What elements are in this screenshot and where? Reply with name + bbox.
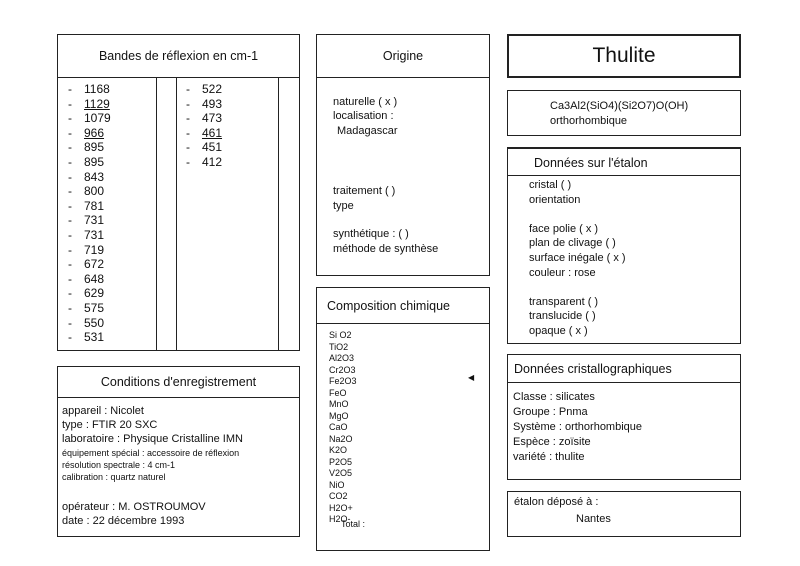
page-title: Thulite xyxy=(592,44,656,67)
band-dash: - xyxy=(68,315,72,330)
band-value: 1129 xyxy=(84,96,110,111)
depot-box xyxy=(507,491,741,537)
depot-lieu: Nantes xyxy=(576,513,611,525)
band-value: 550 xyxy=(84,315,105,330)
etalon-line: couleur : rose xyxy=(529,266,596,279)
band-dash: - xyxy=(68,286,72,301)
band-dash: - xyxy=(68,301,72,315)
composition-panel xyxy=(316,287,490,551)
composition-item: V2O5 xyxy=(329,468,353,478)
title-box xyxy=(507,34,741,78)
band-value: 800 xyxy=(84,184,105,199)
band-value: 451 xyxy=(202,140,223,155)
cond-type: type : FTIR 20 SXC xyxy=(62,419,158,431)
origine-naturelle: naturelle ( x ) xyxy=(333,96,398,108)
composition-item: FeO xyxy=(329,387,347,398)
composition-item: H2O+ xyxy=(329,502,353,513)
band-value: 895 xyxy=(84,140,105,155)
composition-item: P2O5 xyxy=(329,456,353,467)
composition-item: CO2 xyxy=(329,491,348,501)
band-dash: - xyxy=(186,96,190,111)
formula-text: Ca3Al2(SiO4)(Si2O7)O(OH) xyxy=(550,100,689,112)
band-value: 731 xyxy=(84,213,105,228)
band-dash: - xyxy=(186,155,190,169)
composition-item: Fe2O3 xyxy=(329,376,357,386)
band-dash: - xyxy=(68,198,72,213)
cristallo-line: Système : orthorhombique xyxy=(513,421,643,433)
band-dash: - xyxy=(186,140,190,155)
band-value: 719 xyxy=(84,242,105,257)
band-dash: - xyxy=(68,140,72,155)
band-value: 781 xyxy=(84,198,105,213)
band-dash: - xyxy=(68,155,72,169)
etalon-line: surface inégale ( x ) xyxy=(529,252,626,264)
etalon-line: face polie ( x ) xyxy=(529,222,599,235)
etalon-line: opaque ( x ) xyxy=(529,325,588,337)
composition-item: H2O- xyxy=(329,514,351,524)
cristallo-panel xyxy=(507,354,741,480)
band-value: 531 xyxy=(84,330,105,345)
bands-divider-2 xyxy=(176,78,177,350)
cond-date: date : 22 décembre 1993 xyxy=(62,515,185,527)
origine-methode: méthode de synthèse xyxy=(333,243,439,255)
band-dash: - xyxy=(68,271,72,286)
band-value: 672 xyxy=(84,257,105,272)
bands-divider-1 xyxy=(156,78,157,350)
etalon-header: Données sur l'étalon xyxy=(507,148,741,176)
band-dash: - xyxy=(186,82,190,96)
bands-panel xyxy=(57,34,300,351)
conditions-panel xyxy=(57,366,300,537)
band-dash: - xyxy=(68,213,72,228)
bands-divider-3 xyxy=(278,78,279,350)
composition-item: MgO xyxy=(329,410,349,421)
band-value: 629 xyxy=(84,286,105,301)
band-value: 522 xyxy=(202,82,223,96)
etalon-line: orientation xyxy=(529,193,581,206)
band-value: 966 xyxy=(84,125,105,140)
band-value: 731 xyxy=(84,228,105,242)
cond-resolution: résolution spectrale : 4 cm-1 xyxy=(62,460,176,470)
band-dash: - xyxy=(68,184,72,199)
band-value: 648 xyxy=(84,271,105,286)
composition-item: K2O xyxy=(329,445,348,455)
band-dash: - xyxy=(68,228,72,242)
band-value: 895 xyxy=(84,155,105,169)
cond-appareil: appareil : Nicolet xyxy=(62,405,144,417)
band-dash: - xyxy=(68,125,72,140)
depot-label: étalon déposé à : xyxy=(514,496,599,508)
etalon-panel xyxy=(507,147,741,344)
composition-item: Cr2O3 xyxy=(329,364,356,375)
etalon-line: translucide ( ) xyxy=(529,310,596,323)
composition-item: NiO xyxy=(329,479,345,490)
cursor-arrow-icon: ◀ xyxy=(468,373,475,382)
origine-synthetique: synthétique : ( ) xyxy=(333,228,409,240)
band-dash: - xyxy=(68,257,72,272)
origine-traitement: traitement ( ) xyxy=(333,185,396,197)
origine-panel xyxy=(316,34,490,276)
band-dash: - xyxy=(186,111,190,126)
etalon-line: cristal ( ) xyxy=(529,179,572,191)
band-dash: - xyxy=(68,169,72,184)
cristallo-line: variété : thulite xyxy=(513,451,585,463)
cristallo-header: Données cristallographiques xyxy=(508,355,740,383)
cristallo-line: Espèce : zoïsite xyxy=(513,436,591,448)
bands-header: Bandes de réflexion en cm-1 xyxy=(58,35,299,78)
cond-equipement: équipement spécial : accessoire de réflexion xyxy=(62,448,240,458)
cond-operateur: opérateur : M. OSTROUMOV xyxy=(62,501,206,513)
band-dash: - xyxy=(186,125,190,140)
origine-header: Origine xyxy=(317,35,489,78)
band-value: 575 xyxy=(84,301,105,315)
composition-header: Composition chimique xyxy=(317,288,489,324)
band-value: 473 xyxy=(202,111,223,126)
band-dash: - xyxy=(68,242,72,257)
origine-type: type xyxy=(333,200,354,212)
band-dash: - xyxy=(68,111,72,126)
cristallo-line: Groupe : Pnma xyxy=(513,406,588,418)
band-dash: - xyxy=(68,330,72,345)
crystal-system: orthorhombique xyxy=(550,115,628,127)
cond-calibration: calibration : quartz naturel xyxy=(62,472,166,482)
etalon-line: transparent ( ) xyxy=(529,295,599,308)
etalon-line: plan de clivage ( ) xyxy=(529,237,616,250)
cond-laboratoire: laboratoire : Physique Cristalline IMN xyxy=(62,433,243,445)
formula-box xyxy=(507,90,741,136)
band-value: 1168 xyxy=(84,82,110,96)
origine-localisation: localisation : xyxy=(333,110,394,122)
origine-lieu: Madagascar xyxy=(337,125,398,137)
composition-item: Na2O xyxy=(329,433,353,444)
cristallo-line: Classe : silicates xyxy=(513,391,595,403)
composition-item: MnO xyxy=(329,399,349,409)
conditions-header: Conditions d'enregistrement xyxy=(58,367,299,398)
band-value: 1079 xyxy=(84,111,111,126)
band-dash: - xyxy=(68,82,72,96)
band-value: 493 xyxy=(202,96,223,111)
composition-item: Si O2 xyxy=(329,330,352,340)
band-value: 843 xyxy=(84,169,105,184)
band-dash: - xyxy=(68,96,72,111)
composition-item: Al2O3 xyxy=(329,353,355,363)
composition-item: CaO xyxy=(329,422,348,432)
composition-total: Total : xyxy=(341,519,366,529)
band-value: 461 xyxy=(202,125,223,140)
composition-item: TiO2 xyxy=(329,341,349,352)
band-value: 412 xyxy=(202,155,223,169)
